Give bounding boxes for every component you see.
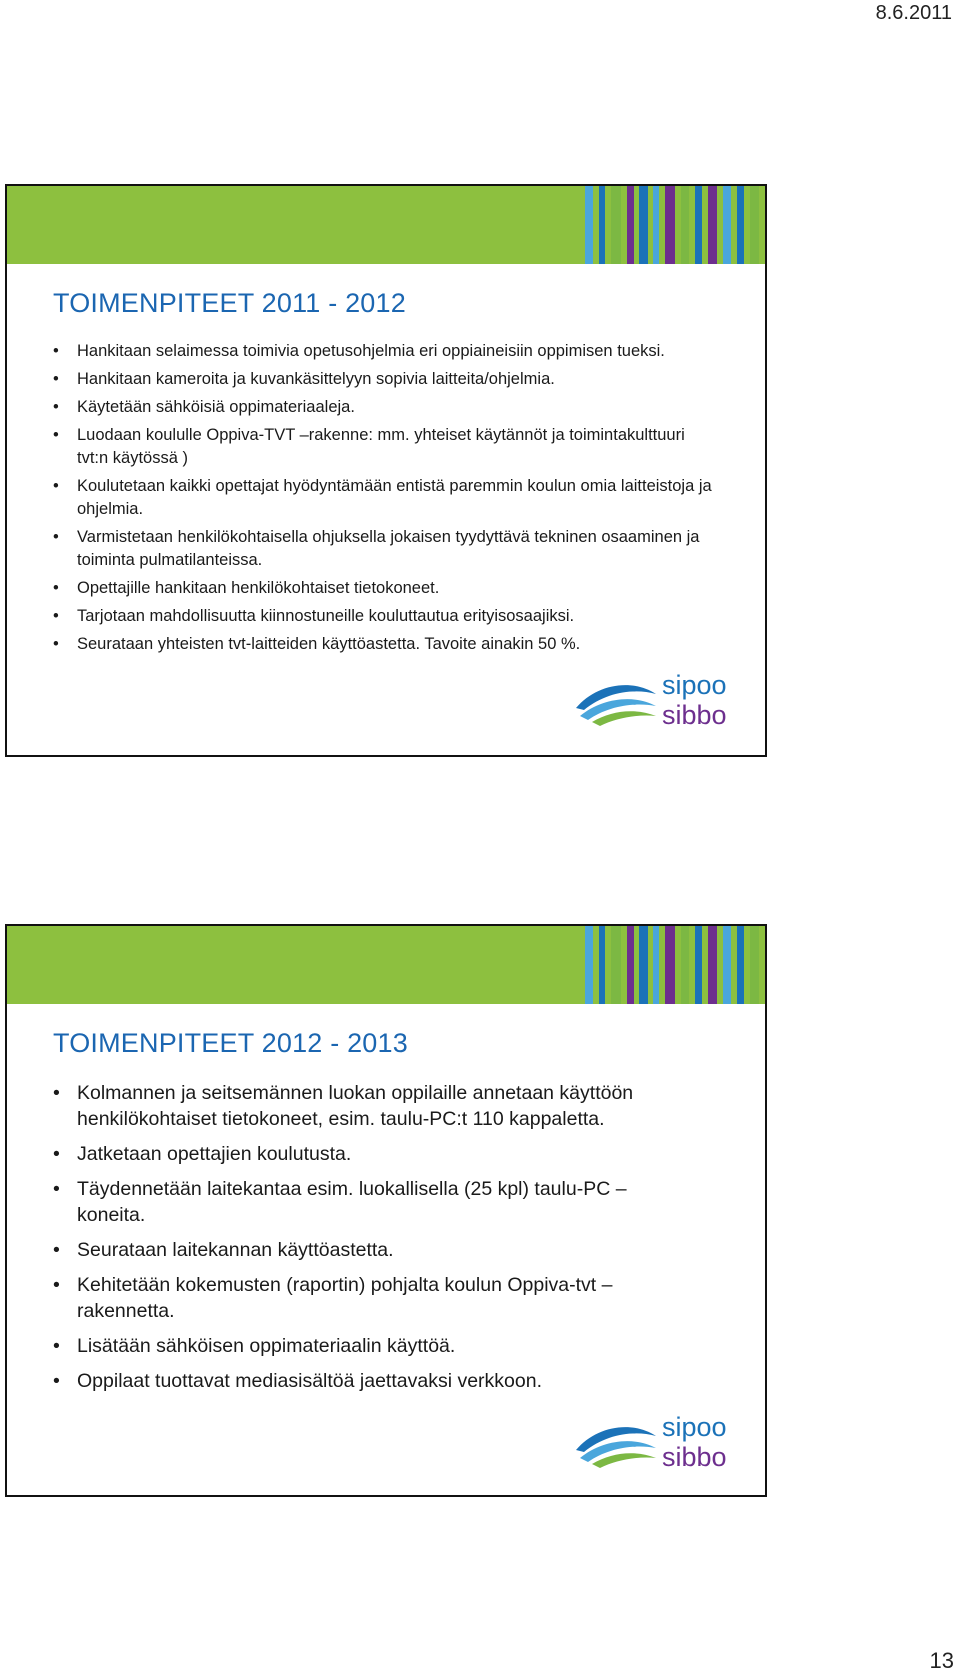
sipoo-sibbo-logo [572,1406,742,1476]
list-item: • Jatketaan opettajien koulutusta. [53,1141,693,1167]
sipoo-sibbo-logo [572,664,742,734]
page-date: 8.6.2011 [875,2,952,24]
slide-2012-2013 [5,924,767,1497]
list-item: • Hankitaan selaimessa toimivia opetusohjelmia eri oppiaineisiin oppimisen tueksi. [53,340,713,363]
logo-text-sipoo: sipoo [662,1412,727,1442]
list-item: • Luodaan koululle Oppiva-TVT –rakenne: mm. yhteiset käytännöt ja toimintakulttuuri tvt:n käytössä ) [53,424,713,470]
list-item: • Koulutetaan kaikki opettajat hyödyntämään entistä paremmin koulun omia laitteistoja ja ohjelmia. [53,475,713,521]
list-item: • Opettajille hankitaan henkilökohtaiset tietokoneet. [53,577,713,600]
list-item: • Tarjotaan mahdollisuutta kiinnostuneille kouluttautua erityisosaajiksi. [53,605,713,628]
slide-title: TOIMENPITEET 2011 - 2012 [53,288,406,318]
decorative-stripes [565,186,765,264]
logo-text-sibbo: sibbo [662,700,727,730]
list-item: • Lisätään sähköisen oppimateriaalin käyttöä. [53,1333,693,1359]
list-item: • Seurataan laitekannan käyttöastetta. [53,1237,693,1263]
logo-text-sibbo: sibbo [662,1442,727,1472]
decorative-stripes [565,926,765,1004]
slide-title: TOIMENPITEET 2012 - 2013 [53,1028,408,1058]
bullet-list [53,340,713,661]
list-item: • Käytetään sähköisiä oppimateriaaleja. [53,396,713,419]
list-item: • Varmistetaan henkilökohtaisella ohjuksella jokaisen tyydyttävä tekninen osaaminen ja toiminta pulmatilanteissa. [53,526,713,572]
logo-text-sipoo: sipoo [662,670,727,700]
page-number: 13 [929,1648,954,1673]
list-item: • Kehitetään kokemusten (raportin) pohjalta koulun Oppiva-tvt –rakennetta. [53,1272,693,1324]
list-item: • Seurataan yhteisten tvt-laitteiden käyttöastetta. Tavoite ainakin 50 %. [53,633,713,656]
list-item: • Hankitaan kameroita ja kuvankäsittelyyn sopivia laitteita/ohjelmia. [53,368,713,391]
list-item: • Kolmannen ja seitsemännen luokan oppilaille annetaan käyttöön henkilökohtaiset tietokoneet, esim. taulu-PC:t 110 kappaletta. [53,1080,693,1132]
slide-2011-2012 [5,184,767,757]
list-item: • Täydennetään laitekantaa esim. luokallisella (25 kpl) taulu-PC –koneita. [53,1176,693,1228]
list-item: • Oppilaat tuottavat mediasisältöä jaettavaksi verkkoon. [53,1368,693,1394]
bullet-list [53,1080,693,1403]
